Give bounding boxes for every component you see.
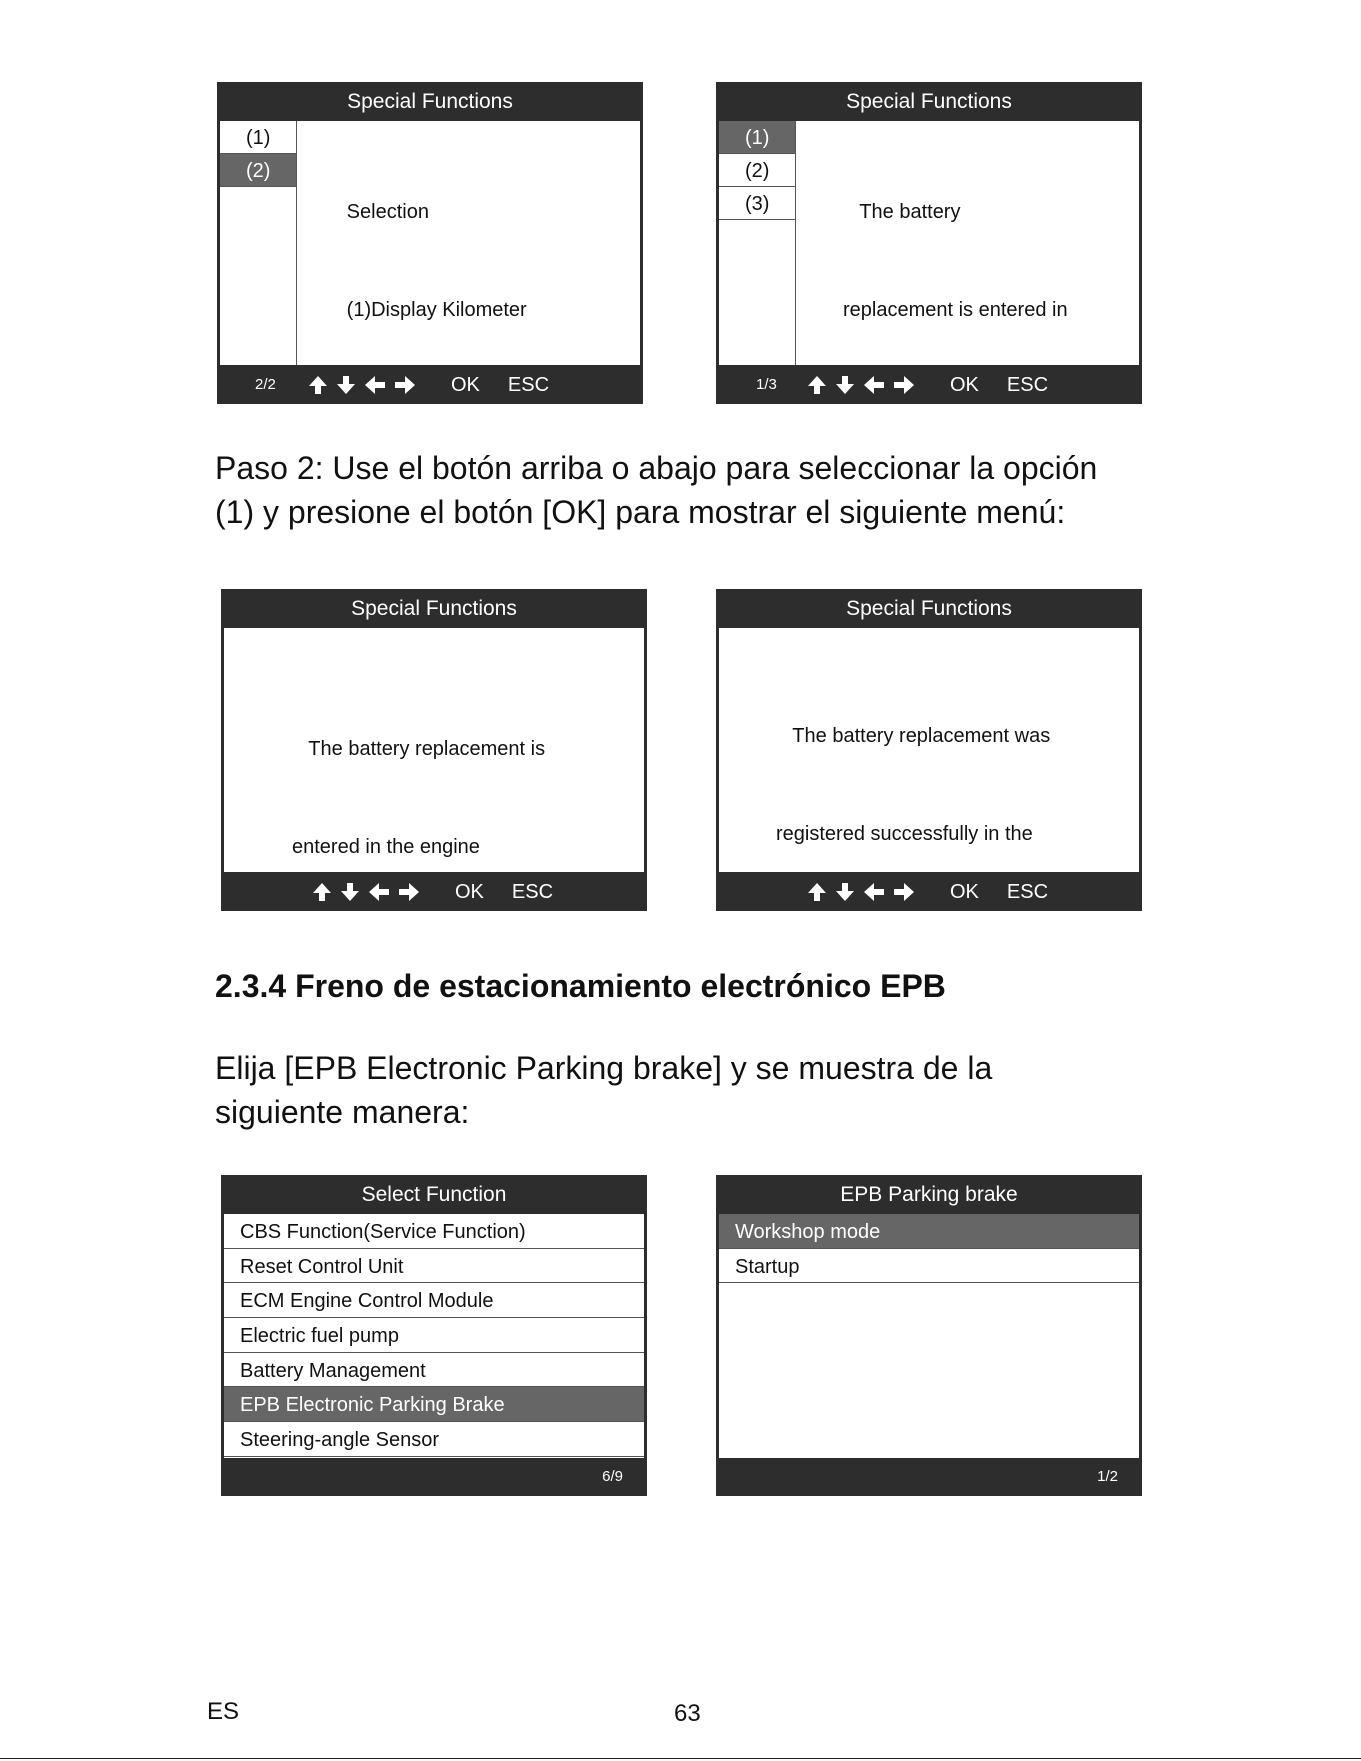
ok-button[interactable]: OK xyxy=(455,881,484,903)
intro-paragraph xyxy=(215,1046,992,1134)
list-item-cbs-function[interactable]: CBS Function(Service Function) xyxy=(224,1214,644,1249)
screen-body xyxy=(224,628,644,872)
option-2[interactable]: (2) xyxy=(719,154,795,187)
page-indicator: 2/2 xyxy=(255,376,276,393)
arrow-right-icon[interactable] xyxy=(393,374,417,396)
nav-controls xyxy=(307,366,549,404)
paragraph-line: Paso 2: Use el botón arriba o abajo para seleccionar la opción xyxy=(215,450,1098,486)
arrow-right-icon[interactable] xyxy=(397,881,421,903)
esc-button[interactable]: ESC xyxy=(1006,374,1049,396)
list-item-battery-management[interactable]: Battery Management xyxy=(224,1353,644,1388)
arrow-up-icon[interactable] xyxy=(311,881,333,903)
esc-button[interactable]: ESC xyxy=(1006,881,1049,903)
screen-special-functions-success xyxy=(716,589,1142,911)
screen-special-functions-please-wait xyxy=(221,589,647,911)
page-indicator: 1/3 xyxy=(756,376,777,393)
screen-body xyxy=(220,121,640,365)
screen-title: Select Function xyxy=(361,1183,507,1206)
paragraph-line: siguiente manera: xyxy=(215,1094,470,1130)
screen-title: Special Functions xyxy=(846,90,1012,113)
list-item-steering-angle-sensor[interactable]: Steering-angle Sensor xyxy=(224,1422,644,1457)
text-line: (1)Display Kilometer xyxy=(330,298,527,321)
text-line: registered successfully in the xyxy=(776,822,1033,845)
list-item-startup[interactable]: Startup xyxy=(719,1249,1139,1284)
option-1[interactable]: (1) xyxy=(220,121,296,154)
screen-footer xyxy=(716,366,1142,404)
arrow-right-icon[interactable] xyxy=(892,374,916,396)
arrow-left-icon[interactable] xyxy=(862,374,886,396)
screen-special-functions-battery xyxy=(716,82,1142,404)
paso-2-paragraph xyxy=(215,446,1097,534)
arrow-right-icon[interactable] xyxy=(892,881,916,903)
ok-button[interactable]: OK xyxy=(950,881,979,903)
screen-title: Special Functions xyxy=(351,597,517,620)
option-list xyxy=(719,121,796,365)
list-item-ecm-engine-control-module[interactable]: ECM Engine Control Module xyxy=(224,1283,644,1318)
list-item-reset-control-unit[interactable]: Reset Control Unit xyxy=(224,1249,644,1284)
arrow-up-icon[interactable] xyxy=(806,881,828,903)
screen-select-function xyxy=(221,1175,647,1496)
list-item-workshop-mode-selected[interactable]: Workshop mode xyxy=(719,1214,1139,1249)
option-list xyxy=(220,121,297,365)
screen-text xyxy=(776,655,1050,872)
nav-controls xyxy=(806,873,1048,911)
screen-title: Special Functions xyxy=(347,90,513,113)
screen-footer xyxy=(217,366,643,404)
text-line: entered in the engine xyxy=(292,835,480,858)
arrow-left-icon[interactable] xyxy=(862,881,886,903)
ok-button[interactable]: OK xyxy=(950,374,979,396)
option-1-selected[interactable]: (1) xyxy=(719,121,795,154)
page-indicator: 6/9 xyxy=(602,1468,623,1485)
screen-body xyxy=(719,628,1139,872)
arrow-left-icon[interactable] xyxy=(363,374,387,396)
screen-body xyxy=(224,1214,644,1458)
list-item-electric-fuel-pump[interactable]: Electric fuel pump xyxy=(224,1318,644,1353)
screen-footer xyxy=(716,1458,1142,1496)
screen-title: Special Functions xyxy=(846,597,1012,620)
arrow-down-icon[interactable] xyxy=(834,374,856,396)
nav-controls xyxy=(806,366,1048,404)
esc-button[interactable]: ESC xyxy=(511,881,554,903)
text-line: Selection xyxy=(330,201,429,223)
arrow-down-icon[interactable] xyxy=(339,881,361,903)
screen-epb-parking-brake xyxy=(716,1175,1142,1496)
arrow-down-icon[interactable] xyxy=(335,374,357,396)
arrow-up-icon[interactable] xyxy=(307,374,329,396)
screen-special-functions-selection xyxy=(217,82,643,404)
screen-text xyxy=(330,131,527,365)
screen-text xyxy=(292,668,545,872)
text-line: The battery replacement was xyxy=(776,725,1051,747)
page-indicator: 1/2 xyxy=(1097,1468,1118,1485)
text-line: replacement is entered in xyxy=(843,298,1068,321)
screen-footer xyxy=(716,873,1142,911)
screen-body xyxy=(719,121,1139,365)
screen-footer xyxy=(221,873,647,911)
arrow-down-icon[interactable] xyxy=(834,881,856,903)
arrow-left-icon[interactable] xyxy=(367,881,391,903)
arrow-up-icon[interactable] xyxy=(806,374,828,396)
option-2-selected[interactable]: (2) xyxy=(220,154,296,187)
page-bottom-rule xyxy=(0,1758,1361,1759)
esc-button[interactable]: ESC xyxy=(507,374,550,396)
list-item-epb-selected[interactable]: EPB Electronic Parking Brake xyxy=(224,1387,644,1422)
section-heading: 2.3.4 Freno de estacionamiento electrónico EPB xyxy=(215,968,946,1004)
ok-button[interactable]: OK xyxy=(451,374,480,396)
nav-controls xyxy=(311,873,553,911)
text-line: The battery xyxy=(843,201,961,223)
text-line: The battery replacement is xyxy=(292,738,546,760)
option-3[interactable]: (3) xyxy=(719,187,795,220)
language-label: ES xyxy=(207,1698,240,1725)
screen-title: EPB Parking brake xyxy=(840,1183,1018,1206)
screen-footer xyxy=(221,1458,647,1496)
screen-text xyxy=(843,131,1068,365)
paragraph-line: Elija [EPB Electronic Parking brake] y se muestra de la xyxy=(215,1050,993,1086)
screen-body xyxy=(719,1214,1139,1458)
page-number: 63 xyxy=(674,1700,701,1727)
paragraph-line: (1) y presione el botón [OK] para mostrar el siguiente menú: xyxy=(215,494,1066,530)
